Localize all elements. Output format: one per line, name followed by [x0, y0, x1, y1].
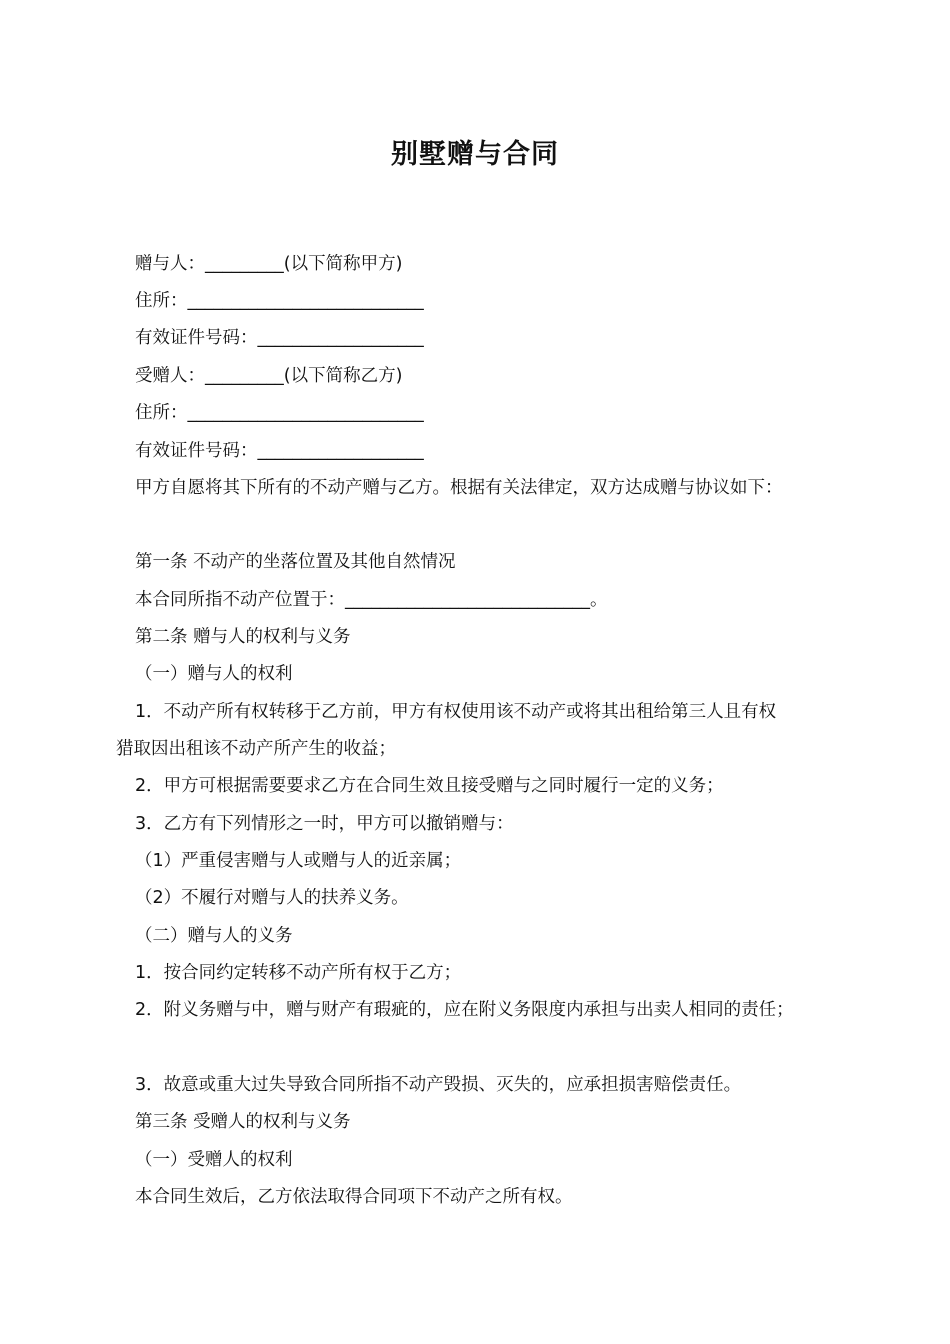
property-location-line: 本合同所指不动产位置于：____________________________。 [135, 590, 608, 610]
donee-rights-heading: （一）受赠人的权利 [135, 1150, 293, 1170]
article-1-heading: 第一条 不动产的坐落位置及其他自然情况 [135, 552, 456, 572]
revocation-case-1: （1）严重侵害赠与人或赠与人的近亲属； [135, 851, 462, 871]
donor-duties-heading: （二）赠与人的义务 [135, 926, 293, 946]
donor-right-1-line-b: 猎取因出租该不动产所产生的收益； [116, 739, 396, 759]
donee-id-line: 有效证件号码：___________________ [135, 441, 424, 461]
donor-name-line: 赠与人：_________(以下简称甲方) [135, 254, 403, 274]
donee-right-1: 本合同生效后，乙方依法取得合同项下不动产之所有权。 [135, 1187, 573, 1207]
donor-right-3: 3．乙方有下列情形之一时，甲方可以撤销赠与： [135, 814, 514, 834]
donor-rights-heading: （一）赠与人的权利 [135, 664, 293, 684]
document-title: 别墅赠与合同 [391, 139, 559, 170]
donor-duty-2: 2．附义务赠与中，赠与财产有瑕疵的，应在附义务限度内承担与出卖人相同的责任； [135, 1000, 794, 1020]
revocation-case-2: （2）不履行对赠与人的扶养义务。 [135, 888, 409, 908]
donee-name-line: 受赠人：_________(以下简称乙方) [135, 366, 403, 386]
intro-paragraph: 甲方自愿将其下所有的不动产赠与乙方。根据有关法律定，双方达成赠与协议如下： [135, 478, 783, 498]
donor-right-2: 2．甲方可根据需要要求乙方在合同生效且接受赠与之同时履行一定的义务； [135, 776, 724, 796]
article-2-heading: 第二条 赠与人的权利与义务 [135, 627, 351, 647]
donor-duty-1: 1．按合同约定转移不动产所有权于乙方； [135, 963, 462, 983]
article-3-heading: 第三条 受赠人的权利与义务 [135, 1112, 351, 1132]
donor-address-line: 住所：___________________________ [135, 291, 424, 311]
donee-address-line: 住所：___________________________ [135, 403, 424, 423]
donor-duty-3: 3．故意或重大过失导致合同所指不动产毁损、灭失的，应承担损害赔偿责任。 [135, 1075, 742, 1095]
donor-right-1-line-a: 1．不动产所有权转移于乙方前，甲方有权使用该不动产或将其出租给第三人且有权 [135, 702, 777, 722]
donor-id-line: 有效证件号码：___________________ [135, 328, 424, 348]
